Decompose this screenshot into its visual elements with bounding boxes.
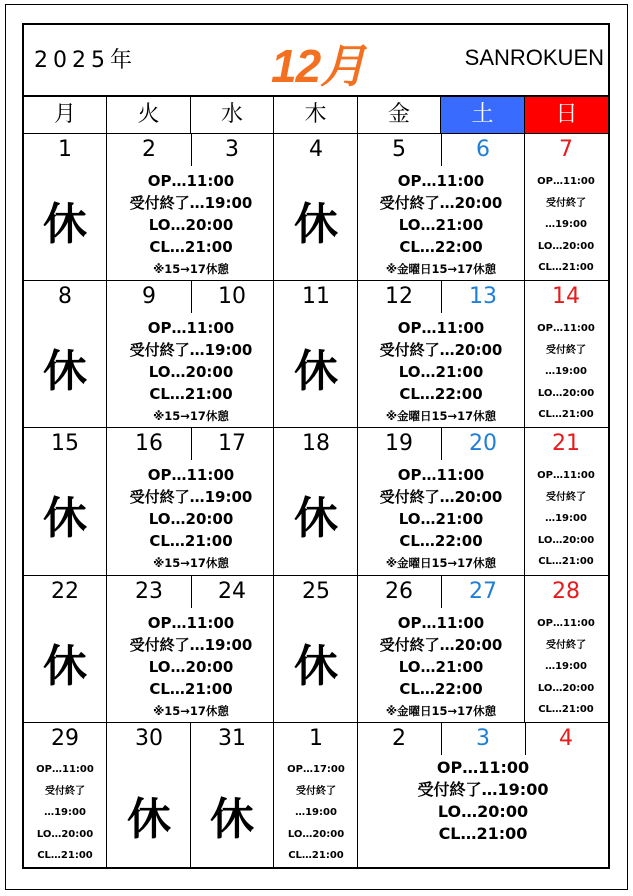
day-number: 11 xyxy=(302,284,330,309)
day-number: 22 xyxy=(51,579,79,604)
hours-line: 受付終了…20:00 xyxy=(379,488,503,506)
hours-line: 受付終了 xyxy=(546,344,586,356)
date-divider xyxy=(441,281,442,313)
hours-line: CL…22:00 xyxy=(399,238,483,256)
hours-line: LO…21:00 xyxy=(398,658,484,676)
hours-line: OP…11:00 xyxy=(147,614,235,632)
day-number: 28 xyxy=(552,579,580,604)
day-number: 27 xyxy=(469,579,497,604)
closed-label: 休 xyxy=(294,346,338,397)
hours-line: OP…11:00 xyxy=(397,172,485,190)
hours-line: OP…11:00 xyxy=(397,614,485,632)
hours-line: ※15→17休憩 xyxy=(153,409,229,423)
weekday-thu: 木 xyxy=(274,97,358,134)
day-number: 26 xyxy=(385,579,413,604)
day-number: 21 xyxy=(552,431,580,456)
hours-line: CL…21:00 xyxy=(438,824,528,843)
hours-line: …19:00 xyxy=(295,807,337,819)
closed-label: 休 xyxy=(127,794,171,845)
hours-line: LO…20:00 xyxy=(537,534,595,546)
hours-line: 受付終了…20:00 xyxy=(379,341,503,359)
hours-line: …19:00 xyxy=(545,219,587,231)
hours-line: LO…20:00 xyxy=(287,828,345,840)
hours-line: LO…20:00 xyxy=(537,240,595,252)
hours-line: OP…11:00 xyxy=(537,470,595,481)
day-number: 24 xyxy=(218,579,246,604)
closed-label: 休 xyxy=(43,199,87,250)
weekday-sat: 土 xyxy=(441,97,525,134)
weekday-wed: 水 xyxy=(191,97,274,134)
day-number: 12 xyxy=(385,284,413,309)
hours-line: 受付終了 xyxy=(546,639,586,651)
day-number: 4 xyxy=(559,726,573,751)
closed-label: 休 xyxy=(43,346,87,397)
hours-line: LO…20:00 xyxy=(36,828,94,840)
day-number: 2 xyxy=(142,137,156,162)
hours-line: OP…11:00 xyxy=(147,172,235,190)
day-number: 6 xyxy=(476,137,490,162)
hours-line: LO…20:00 xyxy=(148,363,234,381)
closed-label: 休 xyxy=(294,199,338,250)
month-title: 12月 xyxy=(271,40,366,92)
day-number: 14 xyxy=(552,284,580,309)
day-number: 30 xyxy=(135,726,163,751)
hours-tue-wed xyxy=(108,612,274,722)
hours-line: OP…11:00 xyxy=(436,758,530,777)
calendar xyxy=(22,23,610,869)
day-number: 13 xyxy=(469,284,497,309)
hours-line: CL…21:00 xyxy=(538,704,594,716)
hours-line: …19:00 xyxy=(545,366,587,378)
hours-line: LO…21:00 xyxy=(398,216,484,234)
closed-label: 休 xyxy=(43,641,87,692)
hours-line: LO…20:00 xyxy=(437,802,529,821)
hours-line: ※15→17休憩 xyxy=(153,262,229,276)
hours-line: CL…22:00 xyxy=(399,532,483,550)
hours-fri-sat xyxy=(358,464,524,574)
hours-sun xyxy=(525,318,608,426)
hours-line: LO…20:00 xyxy=(148,658,234,676)
hours-sun xyxy=(525,613,608,721)
hours-line: 受付終了…19:00 xyxy=(129,488,253,506)
hours-tue-wed xyxy=(108,317,274,427)
day-number: 18 xyxy=(302,431,330,456)
hours-line: 受付終了 xyxy=(296,785,336,797)
hours-line: ※金曜日15→17休憩 xyxy=(385,409,497,423)
hours-sun xyxy=(525,171,608,279)
hours-line: 受付終了 xyxy=(546,491,586,503)
date-divider xyxy=(441,134,442,166)
closed-label: 休 xyxy=(210,794,254,845)
closed-label: 休 xyxy=(43,493,87,544)
date-divider xyxy=(191,576,192,608)
year-label: 2025年 xyxy=(34,48,137,73)
hours-line: 受付終了…19:00 xyxy=(129,636,253,654)
hours-line: …19:00 xyxy=(44,807,86,819)
day-number: 29 xyxy=(51,726,79,751)
hours-jan1 xyxy=(275,759,358,867)
hours-line: OP…11:00 xyxy=(537,618,595,629)
hours-line: OP…17:00 xyxy=(287,764,345,775)
date-divider xyxy=(441,723,442,755)
hours-line: 受付終了 xyxy=(546,197,586,209)
hours-line: CL…21:00 xyxy=(149,385,233,403)
hours-line: LO…20:00 xyxy=(537,387,595,399)
hours-line: OP…11:00 xyxy=(36,764,94,775)
hours-line: 受付終了…19:00 xyxy=(129,194,253,212)
hours-line: CL…21:00 xyxy=(538,556,594,568)
day-number: 17 xyxy=(218,431,246,456)
weekday-tue: 火 xyxy=(107,97,191,134)
hours-tue-wed xyxy=(108,170,274,280)
hours-line: OP…11:00 xyxy=(147,319,235,337)
calendar-header xyxy=(24,25,608,97)
hours-line: CL…21:00 xyxy=(538,262,594,274)
hours-line: CL…21:00 xyxy=(149,532,233,550)
hours-line: LO…21:00 xyxy=(398,363,484,381)
hours-line: ※金曜日15→17休憩 xyxy=(385,262,497,276)
date-divider xyxy=(191,281,192,313)
hours-line: 受付終了 xyxy=(45,785,85,797)
hours-29 xyxy=(24,759,107,867)
hours-line: LO…20:00 xyxy=(537,682,595,694)
hours-line: 受付終了…20:00 xyxy=(379,194,503,212)
hours-line: …19:00 xyxy=(545,513,587,525)
hours-fri-sat xyxy=(358,317,524,427)
hours-line: ※金曜日15→17休憩 xyxy=(385,704,497,718)
hours-line: 受付終了…19:00 xyxy=(417,780,549,799)
hours-tue-wed xyxy=(108,464,274,574)
hours-fri-sat xyxy=(358,170,524,280)
hours-line: ※金曜日15→17休憩 xyxy=(385,556,497,570)
day-number: 20 xyxy=(469,431,497,456)
hours-line: OP…11:00 xyxy=(147,466,235,484)
day-number: 9 xyxy=(142,284,156,309)
closed-label: 休 xyxy=(294,493,338,544)
date-divider xyxy=(191,134,192,166)
hours-line: …19:00 xyxy=(545,661,587,673)
day-number: 5 xyxy=(392,137,406,162)
day-number: 1 xyxy=(309,726,323,751)
date-divider xyxy=(525,723,526,755)
hours-line: LO…20:00 xyxy=(148,216,234,234)
hours-sun xyxy=(525,465,608,573)
hours-line: CL…21:00 xyxy=(288,850,344,862)
date-divider xyxy=(441,428,442,460)
day-number: 16 xyxy=(135,431,163,456)
date-divider xyxy=(441,576,442,608)
hours-line: OP…11:00 xyxy=(397,319,485,337)
hours-line: CL…21:00 xyxy=(149,238,233,256)
hours-jan2-4 xyxy=(383,757,583,845)
day-number: 23 xyxy=(135,579,163,604)
hours-line: CL…22:00 xyxy=(399,385,483,403)
hours-line: 受付終了…19:00 xyxy=(129,341,253,359)
hours-line: CL…21:00 xyxy=(37,850,93,862)
day-number: 25 xyxy=(302,579,330,604)
weekday-mon: 月 xyxy=(24,97,107,134)
day-number: 8 xyxy=(58,284,72,309)
day-number: 19 xyxy=(385,431,413,456)
hours-line: OP…11:00 xyxy=(397,466,485,484)
day-number: 7 xyxy=(559,137,573,162)
hours-fri-sat xyxy=(358,612,524,722)
hours-line: LO…20:00 xyxy=(148,510,234,528)
hours-line: ※15→17休憩 xyxy=(153,556,229,570)
date-divider xyxy=(191,428,192,460)
day-number: 31 xyxy=(218,726,246,751)
hours-line: CL…21:00 xyxy=(538,409,594,421)
hours-line: OP…11:00 xyxy=(537,323,595,334)
day-number: 1 xyxy=(58,137,72,162)
hours-line: LO…21:00 xyxy=(398,510,484,528)
day-number: 3 xyxy=(476,726,490,751)
day-number: 15 xyxy=(51,431,79,456)
hours-line: CL…22:00 xyxy=(399,680,483,698)
shop-name: SANROKUEN xyxy=(464,45,604,70)
weekday-fri: 金 xyxy=(358,97,441,134)
day-number: 2 xyxy=(392,726,406,751)
hours-line: 受付終了…20:00 xyxy=(379,636,503,654)
hours-line: ※15→17休憩 xyxy=(153,704,229,718)
day-number: 4 xyxy=(309,137,323,162)
hours-line: OP…11:00 xyxy=(537,176,595,187)
hours-line: CL…21:00 xyxy=(149,680,233,698)
day-number: 3 xyxy=(225,137,239,162)
day-number: 10 xyxy=(218,284,246,309)
weekday-sun: 日 xyxy=(525,97,608,134)
closed-label: 休 xyxy=(294,641,338,692)
